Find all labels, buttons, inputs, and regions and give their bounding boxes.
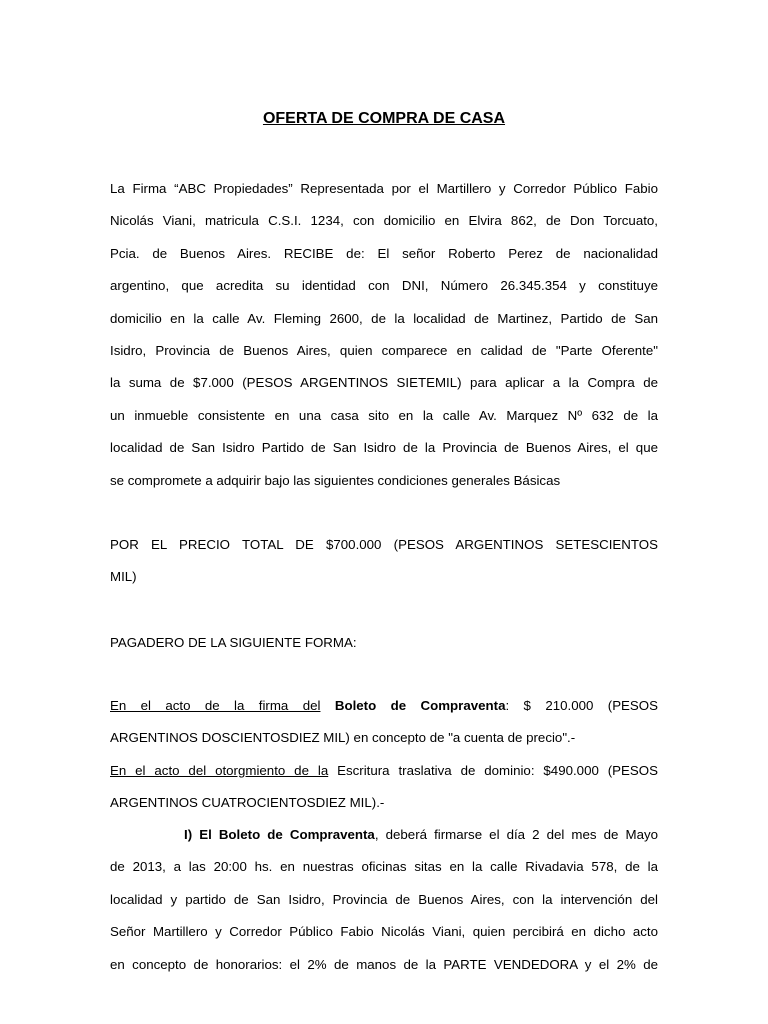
payment-2-underlined: En el acto del otorgmiento de la <box>110 763 329 778</box>
intro-line: la suma de $7.000 (PESOS ARGENTINOS SIETEMIL) para aplicar a la Compra de <box>110 375 658 391</box>
payment-1-rest: : $ 210.000 (PESOS <box>505 698 659 713</box>
payment-1-bold: Boleto de Compraventa <box>334 698 506 713</box>
payment-1-underlined: En el acto de la firma del <box>110 698 321 713</box>
intro-line: un inmueble consistente en una casa sito en la calle Av. Marquez Nº 632 de la <box>110 407 658 423</box>
clause-1-bold: I) El Boleto de Compraventa <box>184 827 375 842</box>
payment-2-rest: Escritura traslativa de dominio: $490.000 (PESOS <box>328 763 659 778</box>
payment-heading: PAGADERO DE LA SIGUIENTE FORMA: <box>110 635 357 650</box>
clause-1-line: localidad y partido de San Isidro, Provincia de Buenos Aires, con la intervención del <box>110 891 658 907</box>
clause-1-line: Señor Martillero y Corredor Público Fabio Nicolás Viani, quien percibirá en dicho acto <box>110 924 658 940</box>
payment-2-line2: ARGENTINOS CUATROCIENTOSDIEZ MIL).- <box>110 795 385 811</box>
clause-1-paragraph <box>110 819 658 981</box>
payment-1-line2: ARGENTINOS DOSCIENTOSDIEZ MIL) en concepto de "a cuenta de precio".- <box>110 730 576 746</box>
payment-1-paragraph <box>110 690 658 755</box>
clause-1-line1 <box>110 819 658 851</box>
intro-line: argentino, que acredita su identidad con DNI, Número 26.345.354 y constituye <box>110 278 658 294</box>
intro-line: Nicolás Viani, matricula C.S.I. 1234, con domicilio en Elvira 862, de Don Torcuato, <box>110 213 658 229</box>
payment-2-paragraph <box>110 755 658 820</box>
clause-1-line: de 2013, a las 20:00 hs. en nuestras oficinas sitas en la calle Rivadavia 578, de la <box>110 859 658 875</box>
payment-1-line1 <box>110 690 658 722</box>
clause-1-rest: , deberá firmarse el día 2 del mes de Mayo <box>374 827 659 842</box>
intro-line: La Firma “ABC Propiedades” Representada por el Martillero y Corredor Público Fabio <box>110 181 658 196</box>
total-price-paragraph <box>110 529 658 594</box>
price-line: MIL) <box>110 569 137 585</box>
document-title: OFERTA DE COMPRA DE CASA <box>262 110 506 127</box>
document-page <box>110 0 658 1024</box>
intro-line: Isidro, Provincia de Buenos Aires, quien comparece en calidad de "Parte Oferente" <box>110 342 658 358</box>
intro-line: se compromete a adquirir bajo las siguientes condiciones generales Básicas <box>110 472 561 488</box>
clause-1-line: en concepto de honorarios: el 2% de manos de la PARTE VENDEDORA y el 2% de <box>110 956 658 972</box>
intro-line: localidad de San Isidro Partido de San Isidro de la Provincia de Buenos Aires, el que <box>110 440 658 456</box>
price-line: POR EL PRECIO TOTAL DE $700.000 (PESOS ARGENTINOS SETESCIENTOS <box>110 537 658 552</box>
intro-line: Pcia. de Buenos Aires. RECIBE de: El señor Roberto Perez de nacionalidad <box>110 245 658 261</box>
payment-heading-paragraph <box>110 627 658 659</box>
intro-paragraph <box>110 173 658 497</box>
intro-line: domicilio en la calle Av. Fleming 2600, de la localidad de Martinez, Partido de San <box>110 310 658 326</box>
payment-2-line1 <box>110 755 658 787</box>
